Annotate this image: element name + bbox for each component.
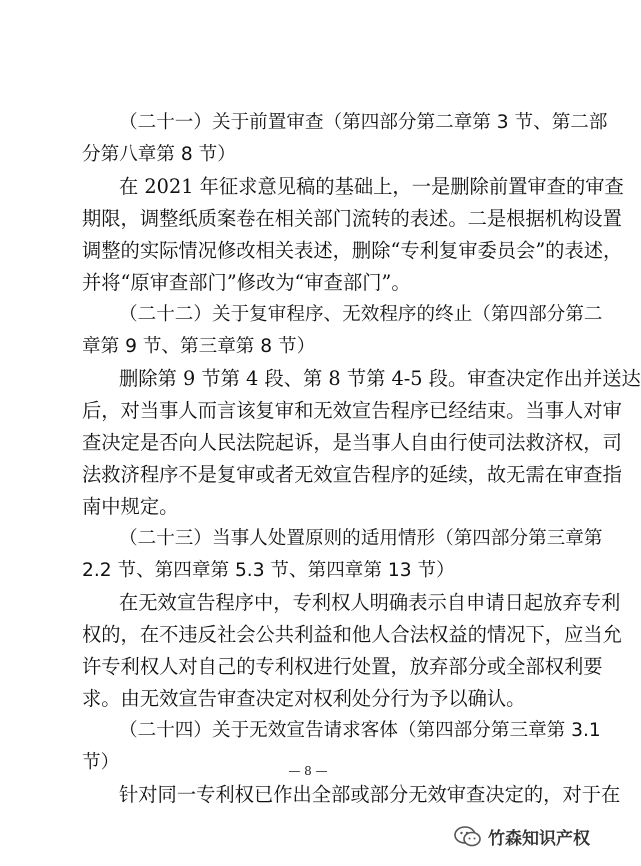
body-text-line: 在 2021 年征求意见稿的基础上，一是删除前置审查的审查 — [119, 175, 624, 198]
page-number: — 8 — — [288, 764, 328, 778]
body-text-line: 查决定是否向人民法院起诉，是当事人自由行使司法救济权，司 — [82, 431, 622, 454]
body-text-line: 针对同一专利权已作出全部或部分无效审查决定的，对于在 — [119, 783, 621, 806]
watermark — [454, 824, 590, 849]
body-text-line: 许专利权人对自己的专利权进行处置，放弃部分或全部权利要 — [82, 655, 603, 678]
section-heading-line: （二十二）关于复审程序、无效程序的终止（第四部分第二 — [119, 304, 603, 325]
section-heading-line: （二十一）关于前置审查（第四部分第二章第 3 节、第二部 — [119, 112, 608, 133]
section-heading-line: （二十三）当事人处置原则的适用情形（第四部分第三章第 — [119, 528, 603, 549]
body-text-line: 权的，在不违反社会公共利益和他人合法权益的情况下，应当允 — [82, 623, 622, 646]
body-text-line: 法救济程序不是复审或者无效宣告程序的延续，故无需在审查指 — [82, 463, 622, 486]
body-text-line: 南中规定。 — [82, 495, 179, 518]
body-text-line: 在无效宣告程序中，专利权人明确表示自申请日起放弃专利 — [119, 591, 621, 614]
body-text-line: 删除第 9 节第 4 段、第 8 节第 4-5 段。审查决定作出并送达 — [119, 367, 641, 390]
section-heading-line: 节） — [82, 752, 120, 773]
document-body — [82, 107, 641, 811]
body-text-line: 期限，调整纸质案卷在相关部门流转的表述。二是根据机构设置 — [82, 207, 622, 230]
body-text-line: 求。由无效宣告审查决定对权利处分行为予以确认。 — [82, 687, 526, 710]
section-heading-line: （二十四）关于无效宣告请求客体（第四部分第三章第 3.1 — [119, 720, 601, 741]
section-heading-line: 2.2 节、第四章第 5.3 节、第四章第 13 节） — [82, 560, 455, 581]
wechat-icon — [454, 826, 482, 848]
body-text-line: 并将“原审查部门”修改为“审查部门”。 — [82, 271, 411, 294]
section-heading-line: 章第 9 节、第三章第 8 节） — [82, 336, 316, 357]
section-heading-line: 分第八章第 8 节） — [82, 144, 236, 165]
body-text-line: 后，对当事人而言该复审和无效宣告程序已经结束。当事人对审 — [82, 399, 622, 422]
body-text-line: 调整的实际情况修改相关表述，删除“专利复审委员会”的表述， — [82, 239, 623, 262]
watermark-text: 竹森知识产权 — [488, 829, 590, 849]
